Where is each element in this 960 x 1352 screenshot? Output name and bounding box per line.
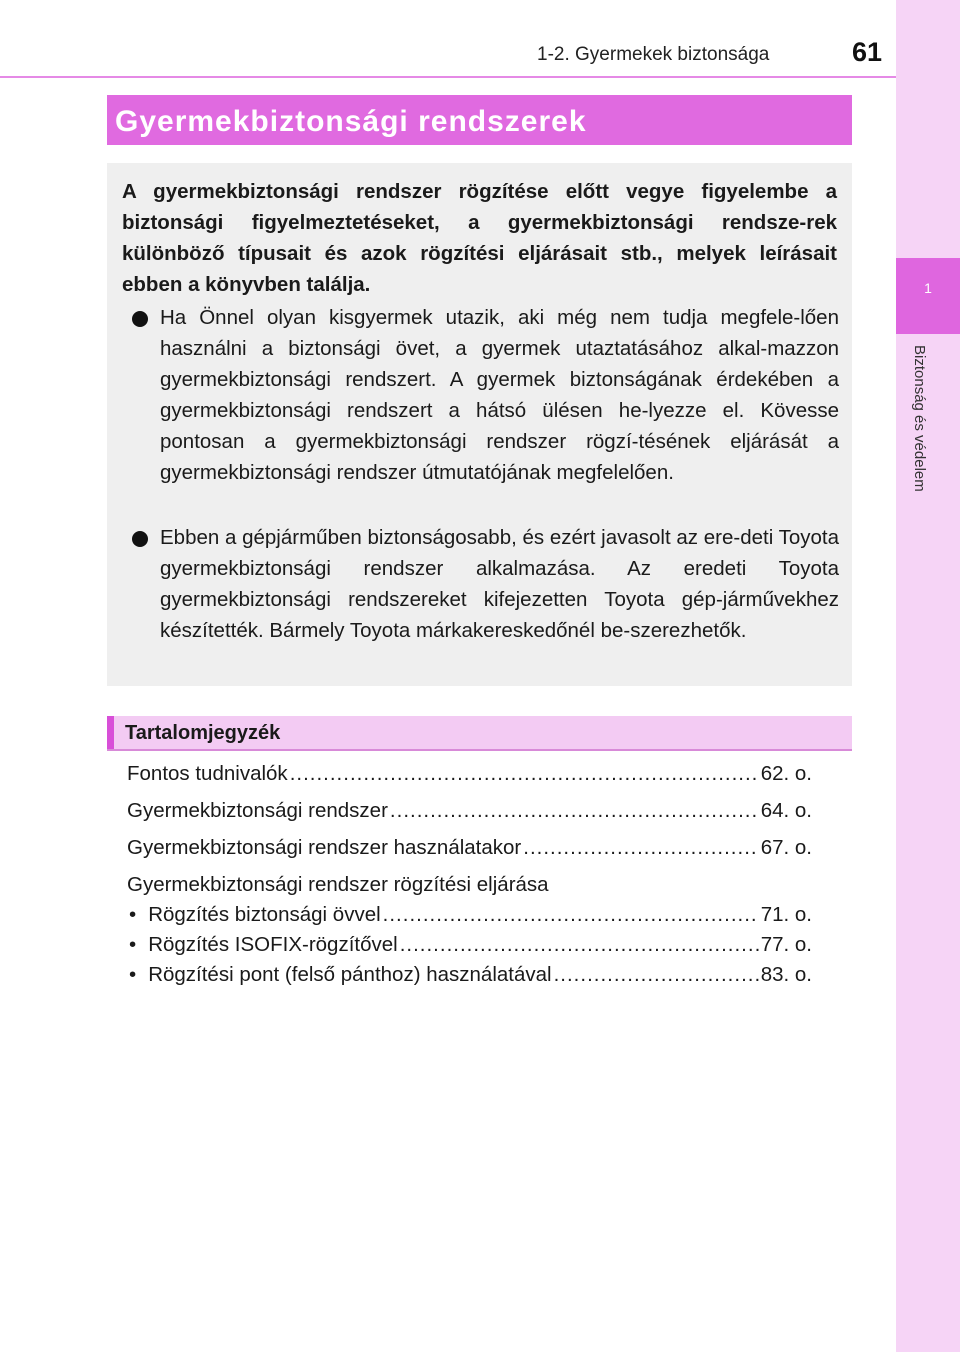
toc-leader-dots <box>290 762 759 786</box>
header-rule <box>0 76 896 78</box>
toc-sub-bullet: • <box>129 903 137 926</box>
toc-sub-entry-page: 83. o. <box>760 963 812 986</box>
toc-sub-entry-page: 71. o. <box>760 903 812 926</box>
intro-bullet-text: Ha Önnel olyan kisgyermek utazik, aki még nem tudja megfele-lően használni a biztonsági övet, a gyermek utaztatásához alkal-mazzon gyermekbiztonsági rendszert. A gyermek biztonságának érdekében a gyermekbiztonsági rendszert a hátsó ülésen he-lyezze el. Kövesse pontosan a gyermekbiztonsági rendszer rögzí-tésének eljárását a gyermekbiztonsági rendszer útmutatójának megfelelően. <box>160 306 839 484</box>
toc-entry-label: Fontos tudnivalók <box>127 762 288 785</box>
toc-heading-bar <box>107 716 852 751</box>
toc-leader-dots <box>400 933 759 957</box>
toc-entry-label: Gyermekbiztonsági rendszer használatakor <box>127 836 522 859</box>
toc-sub-entry-text: Rögzítés biztonsági övvel <box>148 903 381 926</box>
intro-bullet-text: Ebben a gépjárműben biztonságosabb, és ezért javasolt az ere-deti Toyota gyermekbiztonsági rendszer alkalmazása. Az eredeti Toyota gyermekbiztonsági rendszereket kifejezetten Toyota gép-járművekhez készítették. Bármely Toyota márkakereskedőnél be-szerezhetők. <box>160 526 839 642</box>
toc-leader-dots <box>390 799 759 823</box>
toc-entry[interactable] <box>127 762 812 786</box>
toc-sub-entry-label <box>129 933 398 957</box>
toc-entry[interactable] <box>127 799 812 823</box>
toc-leader-dots <box>523 836 758 860</box>
chapter-side-strip <box>896 0 960 1352</box>
toc-sub-entry-text: Rögzítés ISOFIX-rögzítővel <box>148 933 398 956</box>
toc-sub-entry[interactable] <box>129 963 812 987</box>
chapter-number-tab: 1 <box>896 258 960 334</box>
section-title: Gyermekbiztonsági rendszerek <box>115 105 587 138</box>
toc-heading-accent <box>107 716 114 749</box>
toc-sub-entry-page: 77. o. <box>760 933 812 956</box>
intro-bullet <box>132 522 839 646</box>
toc-entry-label: Gyermekbiztonsági rendszer <box>127 799 388 822</box>
toc-sub-entry-label <box>129 963 552 987</box>
toc-sub-bullet: • <box>129 933 137 956</box>
toc-leader-dots <box>383 903 759 927</box>
toc-entry-page: 62. o. <box>760 762 812 785</box>
toc-entry-page: 64. o. <box>760 799 812 822</box>
toc-sub-entry-text: Rögzítési pont (felső pánthoz) használatával <box>148 963 552 986</box>
toc-sub-entry[interactable] <box>129 933 812 957</box>
toc-sub-entry[interactable] <box>129 903 812 927</box>
intro-box <box>107 163 852 686</box>
section-title-bar <box>107 95 852 145</box>
page-number: 61 <box>852 37 883 67</box>
toc-sub-bullet: • <box>129 963 137 986</box>
toc-group-label: Gyermekbiztonsági rendszer rögzítési eljárása <box>127 873 549 896</box>
intro-bullet <box>132 302 839 488</box>
toc-entry-page: 67. o. <box>760 836 812 859</box>
intro-lead: A gyermekbiztonsági rendszer rögzítése előtt vegye figyelembe a biztonsági figyelmeztetéseket, a gyermekbiztonsági rendsze-rek különböző típusait és azok rögzítési eljárásait stb., melyek leírásait ebben a könyvben találja. <box>122 180 837 296</box>
toc-heading: Tartalomjegyzék <box>125 722 281 744</box>
bullet-dot-icon <box>132 531 148 547</box>
running-header-section: 1-2. Gyermekek biztonsága <box>537 44 770 65</box>
bullet-dot-icon <box>132 311 148 327</box>
toc-sub-entry-label <box>129 903 381 927</box>
chapter-title-vertical: Biztonság és védelem <box>911 345 928 492</box>
toc-leader-dots <box>554 963 759 987</box>
toc-entry[interactable] <box>127 836 812 860</box>
